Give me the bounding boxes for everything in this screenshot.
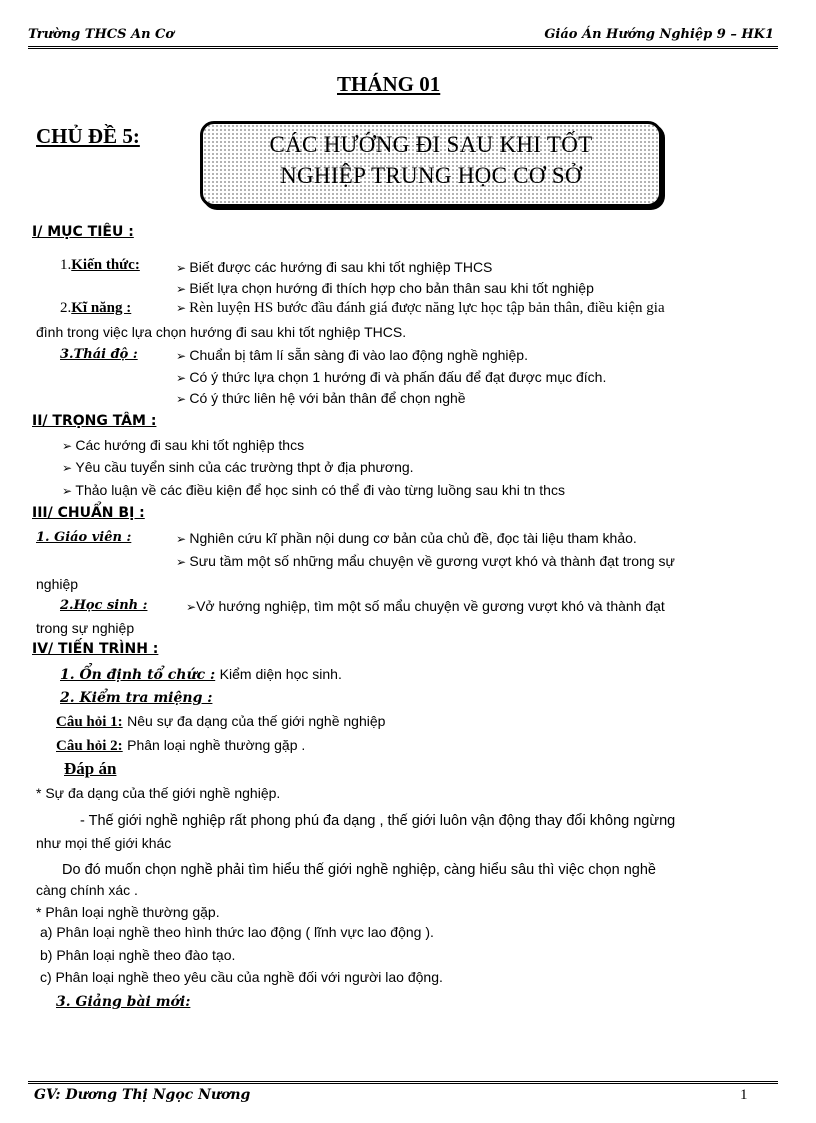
month-title: THÁNG 01 xyxy=(337,72,441,96)
arrow-bullet-icon: ➢ xyxy=(176,555,190,569)
knowledge-item-1: ➢ Biết được các hướng đi sau khi tốt nghiệp THCS xyxy=(176,259,493,275)
question-2-row xyxy=(56,737,305,755)
arrow-bullet-icon: ➢ xyxy=(62,439,76,453)
stabilize-label: 1. Ổn định tổ chức : xyxy=(60,667,216,683)
arrow-bullet-icon: ➢ xyxy=(186,600,197,614)
oral-check-label: 2. Kiểm tra miệng : xyxy=(60,690,213,706)
topic-label: CHỦ ĐỀ 5: xyxy=(36,124,140,148)
knowledge-item-2: ➢ Biết lựa chọn hướng đi thích hợp cho bản thân sau khi tốt nghiệp xyxy=(176,280,594,296)
stabilize-text: Kiểm diện học sinh. xyxy=(219,666,342,682)
section-title-text: I/ MỤC TIÊU : xyxy=(32,224,134,240)
new-lesson-label: 3. Giảng bài mới: xyxy=(56,994,191,1010)
section-title-text: III/ CHUẨN BỊ : xyxy=(32,505,145,521)
header-rule xyxy=(28,46,778,47)
attitude-item-2: ➢ Có ý thức lựa chọn 1 hướng đi và phấn đấu để đạt được mục đích. xyxy=(176,369,607,385)
answer-line-1: * Sự đa dạng của thế giới nghề nghiệp. xyxy=(36,785,281,801)
student-item-1: ➢Vở hướng nghiệp, tìm một số mẩu chuyện về gương vượt khó và thành đạt xyxy=(186,598,665,614)
teacher-item-1: ➢ Nghiên cứu kĩ phần nội dung cơ bản của chủ đề, đọc tài liệu tham khảo. xyxy=(176,530,637,546)
question-1-text: Nêu sự đa dạng của thế giới nghề nghiệp xyxy=(127,713,386,729)
stabilize-row xyxy=(60,666,342,684)
section-title-text: IV/ TIẾN TRÌNH : xyxy=(32,641,159,657)
answer-line-4b: b) Phân loại nghề theo đào tạo. xyxy=(40,947,236,963)
topic-title-line1: CÁC HƯỚNG ĐI SAU KHI TỐT xyxy=(269,132,593,157)
question-1-label: Câu hỏi 1: xyxy=(56,714,123,730)
arrow-bullet-icon: ➢ xyxy=(176,301,190,315)
arrow-bullet-icon: ➢ xyxy=(176,392,190,406)
answer-line-2-cont: như mọi thế giới khác xyxy=(36,835,172,851)
question-2-label: Câu hỏi 2: xyxy=(56,738,123,754)
teacher-label: 1. Giáo viên : xyxy=(36,530,132,545)
student-label: 2.Học sinh : xyxy=(60,598,148,613)
topic-title-box xyxy=(200,121,662,207)
section-objectives-title xyxy=(32,224,134,240)
attitude-label: 3.Thái độ : xyxy=(60,347,138,362)
header-school: Trường THCS An Cơ xyxy=(28,27,175,42)
header-course: Giáo Án Hướng Nghiệp 9 – HK1 xyxy=(544,27,774,42)
footer-rule-2 xyxy=(28,1083,778,1084)
arrow-bullet-icon: ➢ xyxy=(62,484,76,498)
knowledge-heading: Kiến thức: xyxy=(71,257,140,273)
section-preparation-title xyxy=(32,505,145,521)
answer-line-2: - Thế giới nghề nghiệp rất phong phú đa dạng , thế giới luôn vận động thay đổi không ngừng xyxy=(80,813,676,829)
answer-line-4: * Phân loại nghề thường gặp. xyxy=(36,904,220,920)
arrow-bullet-icon: ➢ xyxy=(176,532,190,546)
skills-number: 2. xyxy=(60,300,72,316)
student-item-1-cont: trong sự nghiệp xyxy=(36,620,135,636)
header-rule-2 xyxy=(28,48,778,49)
skills-item-1: ➢ Rèn luyện HS bước đầu đánh giá được năng lực học tập bản thân, điều kiện gia xyxy=(176,300,665,316)
answer-heading: Đáp án xyxy=(64,759,117,778)
section-process-title xyxy=(32,641,158,657)
arrow-bullet-icon: ➢ xyxy=(176,282,190,296)
skills-item-1-cont: đình trong việc lựa chọn hướng đi sau khi tốt nghiệp THCS. xyxy=(36,324,407,340)
question-2-text: Phân loại nghề thường gặp . xyxy=(127,737,306,753)
skills-label xyxy=(60,300,131,317)
teacher-item-2-cont: nghiệp xyxy=(36,576,79,592)
answer-line-4a: a) Phân loại nghề theo hình thức lao động ( lĩnh vực lao động ). xyxy=(40,924,434,940)
arrow-bullet-icon: ➢ xyxy=(176,261,190,275)
skills-heading: Kĩ năng : xyxy=(71,300,132,316)
knowledge-number: 1. xyxy=(60,257,72,273)
answer-line-3-cont: càng chính xác . xyxy=(36,882,138,898)
arrow-bullet-icon: ➢ xyxy=(176,371,190,385)
focus-item-1: ➢ Các hướng đi sau khi tốt nghiệp thcs xyxy=(62,437,305,453)
teacher-item-2: ➢ Sưu tầm một số những mẩu chuyện về gương vượt khó và thành đạt trong sự xyxy=(176,553,675,569)
page-number: 1 xyxy=(740,1087,748,1103)
arrow-bullet-icon: ➢ xyxy=(176,349,190,363)
section-focus-title xyxy=(32,413,156,429)
question-1-row xyxy=(56,713,385,731)
footer-teacher: GV: Dương Thị Ngọc Nương xyxy=(34,1087,251,1103)
attitude-item-1: ➢ Chuẩn bị tâm lí sẵn sàng đi vào lao động nghề nghiệp. xyxy=(176,347,528,363)
focus-item-2: ➢ Yêu cầu tuyển sinh của các trường thpt ở địa phương. xyxy=(62,459,414,475)
answer-line-3: Do đó muốn chọn nghề phải tìm hiểu thế giới nghề nghiệp, càng hiểu sâu thì việc chọn nghề xyxy=(62,862,656,878)
arrow-bullet-icon: ➢ xyxy=(62,461,76,475)
answer-line-4c: c) Phân loại nghề theo yêu cầu của nghề đối với người lao động. xyxy=(40,969,443,985)
focus-item-3: ➢ Thảo luận về các điều kiện để học sinh có thể đi vào từng luồng sau khi tn thcs xyxy=(62,482,565,498)
knowledge-label xyxy=(60,257,140,274)
topic-title-line2: NGHIỆP TRUNG HỌC CƠ SỞ xyxy=(280,163,582,188)
section-title-text: II/ TRỌNG TÂM : xyxy=(32,413,157,429)
footer-rule xyxy=(28,1081,778,1082)
attitude-item-3: ➢ Có ý thức liên hệ với bản thân để chọn nghề xyxy=(176,390,466,406)
